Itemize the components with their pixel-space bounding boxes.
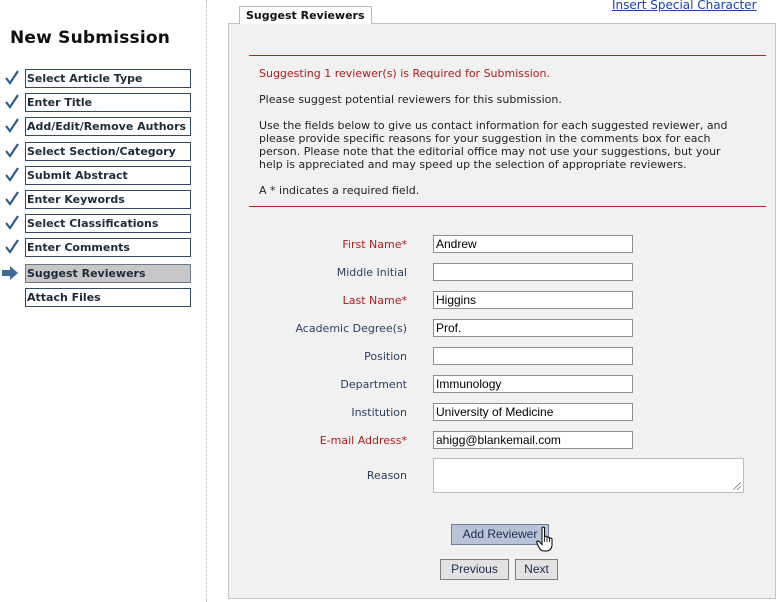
- checkmark-icon: [4, 238, 20, 256]
- hand-cursor-icon: [536, 526, 556, 552]
- page-title: New Submission: [10, 28, 171, 48]
- sidebar-divider: [206, 0, 207, 602]
- department-field[interactable]: Immunology: [433, 375, 633, 393]
- sidebar-item-authors[interactable]: [0, 117, 200, 136]
- add-reviewer-button[interactable]: Add Reviewer: [451, 524, 549, 545]
- department-label: Department: [340, 378, 407, 391]
- arrow-right-icon: [2, 266, 18, 280]
- academic-degree-label: Academic Degree(s): [295, 322, 407, 335]
- tab-suggest-reviewers[interactable]: Suggest Reviewers: [239, 6, 372, 24]
- middle-initial-label: Middle Initial: [336, 266, 407, 279]
- academic-degree-field[interactable]: Prof.: [433, 319, 633, 337]
- prompt-text: Please suggest potential reviewers for this submission.: [259, 93, 562, 106]
- sidebar-item-label[interactable]: Select Article Type: [25, 69, 191, 88]
- middle-initial-field[interactable]: [433, 263, 633, 281]
- sidebar-item-label[interactable]: Add/Edit/Remove Authors: [25, 117, 191, 136]
- institution-label: Institution: [351, 406, 407, 419]
- instructions-line: help is appreciated and may speed up the selection of appropriate reviewers.: [259, 158, 687, 171]
- main-panel: [228, 23, 776, 599]
- sidebar-item-label[interactable]: Submit Abstract: [25, 166, 191, 185]
- sidebar-item-section-category[interactable]: [0, 142, 200, 161]
- resize-grip-icon[interactable]: [733, 482, 741, 490]
- instructions-line: Use the fields below to give us contact information for each suggested reviewer, and: [259, 119, 728, 132]
- sidebar-item-classifications[interactable]: [0, 214, 200, 233]
- sidebar-item-comments[interactable]: [0, 238, 200, 257]
- previous-button[interactable]: Previous: [440, 559, 509, 580]
- position-label: Position: [364, 350, 407, 363]
- instructions-line: please provide specific reasons for your suggestion in the comments box for each: [259, 132, 711, 145]
- sidebar-item-keywords[interactable]: [0, 190, 200, 209]
- insert-special-character-link[interactable]: Insert Special Character: [612, 0, 757, 12]
- sidebar-item-label[interactable]: Enter Comments: [25, 238, 191, 257]
- divider-top: [249, 55, 766, 56]
- email-field[interactable]: ahigg@blankemail.com: [433, 431, 633, 449]
- sidebar-item-label[interactable]: Enter Keywords: [25, 190, 191, 209]
- instructions-line: person. Please note that the editorial office may not use your suggestions, but your: [259, 145, 721, 158]
- last-name-label: Last Name*: [342, 294, 407, 307]
- position-field[interactable]: [433, 347, 633, 365]
- checkmark-icon: [4, 214, 20, 232]
- next-button[interactable]: Next: [515, 559, 558, 580]
- sidebar-item-select-article-type[interactable]: [0, 69, 200, 88]
- sidebar-item-label[interactable]: Enter Title: [25, 93, 191, 112]
- reason-label: Reason: [366, 469, 407, 482]
- first-name-label: First Name*: [342, 238, 407, 251]
- sidebar-item-label[interactable]: Suggest Reviewers: [25, 264, 191, 283]
- sidebar-item-label[interactable]: Select Section/Category: [25, 142, 191, 161]
- checkmark-icon: [4, 190, 20, 208]
- sidebar-item-attach-files[interactable]: [0, 288, 200, 307]
- email-label: E-mail Address*: [319, 434, 407, 447]
- first-name-field[interactable]: Andrew: [433, 235, 633, 253]
- divider-bottom: [249, 206, 766, 207]
- sidebar-item-label[interactable]: Attach Files: [25, 288, 191, 307]
- sidebar-item-suggest-reviewers[interactable]: [0, 264, 200, 283]
- institution-field[interactable]: University of Medicine: [433, 403, 633, 421]
- checkmark-icon: [4, 166, 20, 184]
- checkmark-icon: [4, 69, 20, 87]
- checkmark-icon: [4, 117, 20, 135]
- reason-textarea[interactable]: [433, 458, 744, 493]
- sidebar-item-abstract[interactable]: [0, 166, 200, 185]
- checkmark-icon: [4, 142, 20, 160]
- sidebar-item-label[interactable]: Select Classifications: [25, 214, 191, 233]
- required-note: A * indicates a required field.: [259, 184, 420, 197]
- required-message: Suggesting 1 reviewer(s) is Required for Submission.: [259, 67, 550, 80]
- checkmark-icon: [4, 93, 20, 111]
- last-name-field[interactable]: Higgins: [433, 291, 633, 309]
- sidebar-item-enter-title[interactable]: [0, 93, 200, 112]
